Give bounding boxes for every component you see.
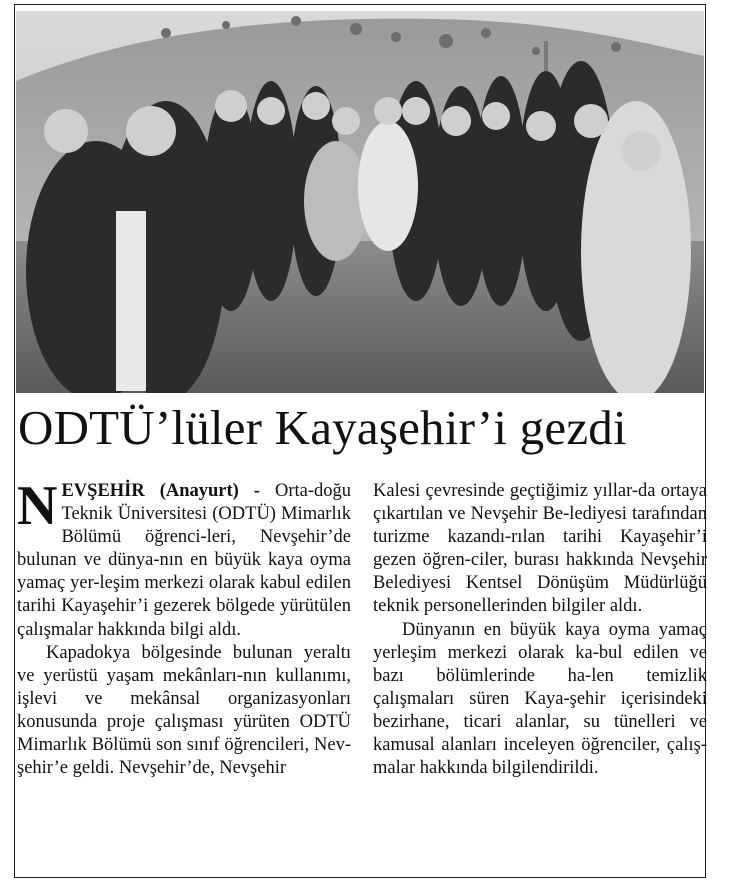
headline: ODTÜ’lüler Kayaşehir’i gezdi	[18, 400, 627, 455]
lead-text: Orta-doğu Teknik Üniversitesi (ODTÜ) Mimarlık Bölümü öğrenci-leri, Nevşehir’de bulunan ve dünya-nın en büyük kaya oyma yamaç yer-leşim merkezi olarak kabul edilen tarihi Kayaşehir’i gezerek bölgede yürütülen çalışmalar hakkında bilgi aldı.	[17, 481, 351, 640]
news-photo	[16, 11, 704, 393]
article-column-right	[373, 480, 707, 780]
top-rule	[14, 4, 706, 5]
body-paragraph-2: Kapadokya bölgesinde bulunan yeraltı ve yerüstü yaşam mekânları-nın kullanımı, işlevi ve mekânsal organizasyonları konusunda proje çalışması yürüten ODTÜ Mimarlık Bölümü son sınıf öğrencileri, Nev-şehir’e geldi. Nevşehir’de, Nevşehir	[17, 642, 351, 779]
body-paragraph-3: Kalesi çevresinde geçtiğimiz yıllar-da ortaya çıkartılan ve Nevşehir Be-lediyesi tarafından turizme kazandı-rılan tarihi Kayaşehir’i gezen öğren-ciler, burası hakkında Nevşehir Belediyesi Kentsel Dönüşüm Müdürlüğü teknik personellerinden bilgiler aldı.	[373, 481, 707, 617]
dateline: EVŞEHİR (Anayurt) -	[61, 481, 260, 501]
article-column-left	[17, 475, 351, 780]
bottom-rule	[14, 877, 706, 878]
lead-paragraph	[17, 475, 351, 642]
body-paragraph-4: Dünyanın en büyük kaya oyma yamaç yerleşim merkezi olarak ka-bul edilen ve bazı bölümlerinde ha-len temizlik çalışmaları süren Kaya-şehir içerisindeki bezirhane, ticari alanlar, su tünelleri ve kamusal alanları inceleyen öğrenciler, çalış-malar hakkında bilgilendirildi.	[373, 619, 707, 779]
left-rule	[14, 4, 15, 878]
drop-cap: N	[17, 475, 58, 537]
